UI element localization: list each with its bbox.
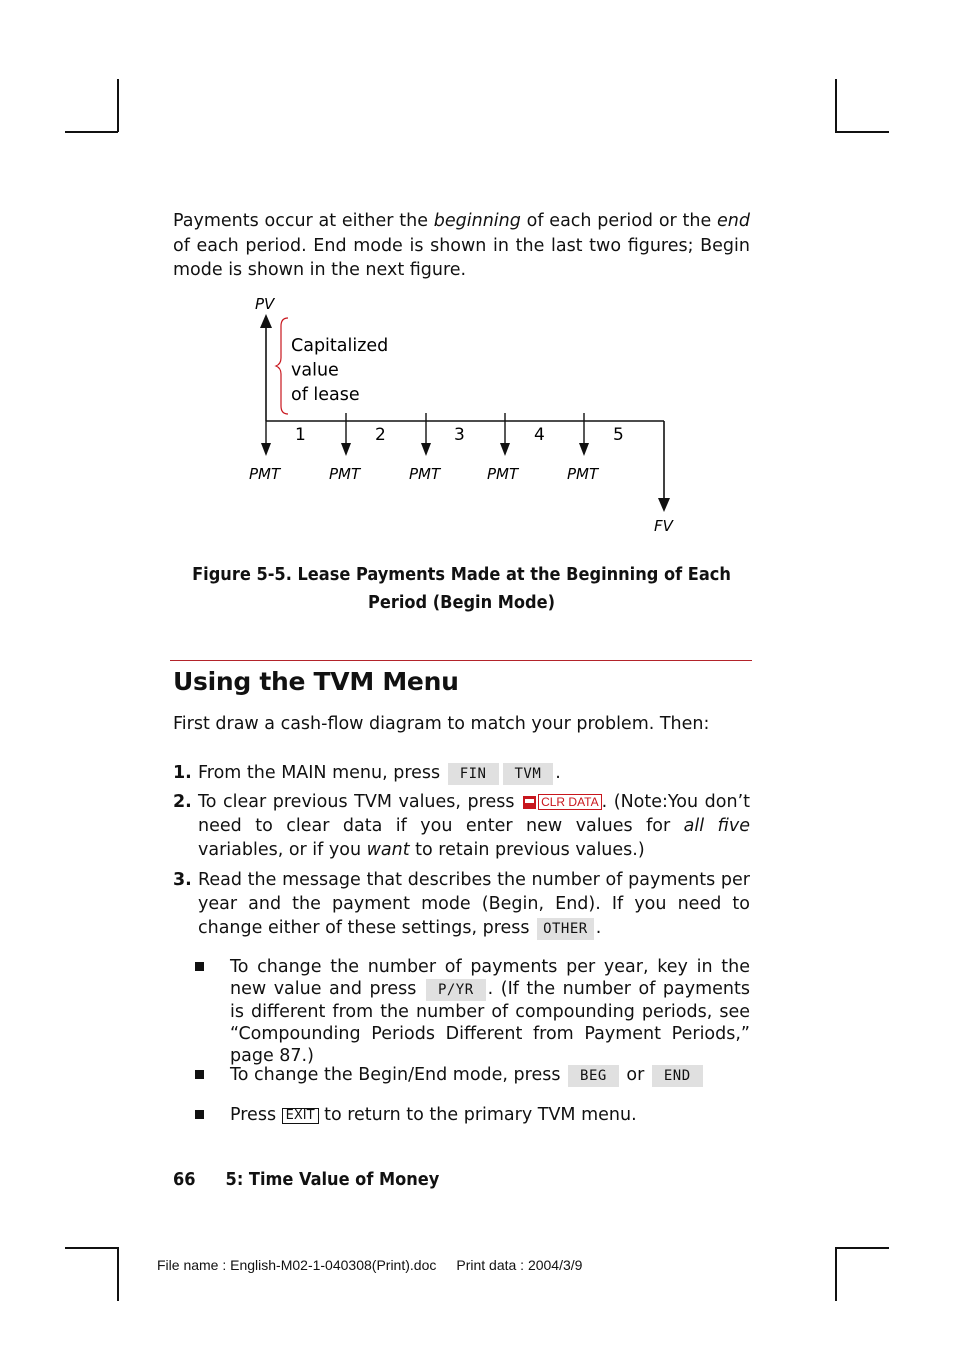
tvm-softkey[interactable]: TVM bbox=[503, 763, 554, 785]
clr-data-key[interactable]: CLR DATA bbox=[538, 794, 602, 810]
step-body: Read the message that describes the number of payments per year and the payment mode (Begin, End). If you need to change either of these settings, press OTHER . bbox=[198, 870, 750, 938]
crop-mark bbox=[65, 131, 118, 133]
p-yr-softkey[interactable]: P/YR bbox=[426, 979, 486, 1001]
period-number: 3 bbox=[454, 425, 465, 445]
step-number: 2. bbox=[173, 792, 192, 812]
pmt-label: PMT bbox=[249, 465, 281, 483]
period-number: 5 bbox=[613, 425, 624, 445]
period-number: 2 bbox=[375, 425, 386, 445]
section-intro: First draw a cash-flow diagram to match your problem. Then: bbox=[173, 714, 710, 734]
pmt-arrowhead bbox=[261, 443, 271, 456]
fv-arrowhead bbox=[658, 498, 670, 512]
step-body: From the MAIN menu, press FIN TVM . bbox=[198, 763, 561, 783]
beg-softkey[interactable]: BEG bbox=[568, 1065, 619, 1087]
step-3 bbox=[173, 868, 750, 940]
exit-key[interactable]: EXIT bbox=[282, 1108, 319, 1124]
step-number: 1. bbox=[173, 763, 192, 783]
pmt-arrowhead bbox=[579, 443, 589, 456]
pmt-arrowhead bbox=[500, 443, 510, 456]
bullet-item bbox=[195, 1104, 750, 1126]
cash-flow-diagram bbox=[240, 290, 690, 545]
capitalized-label bbox=[291, 336, 394, 405]
crop-mark bbox=[835, 1247, 837, 1301]
capitalized-line: value bbox=[291, 360, 339, 381]
bullet-square-icon bbox=[195, 1110, 204, 1119]
section-rule bbox=[170, 660, 752, 661]
crop-mark bbox=[117, 1247, 119, 1301]
crop-mark bbox=[65, 1247, 118, 1249]
end-softkey[interactable]: END bbox=[652, 1065, 703, 1087]
page-number: 66 bbox=[173, 1169, 196, 1190]
crop-mark bbox=[835, 131, 889, 133]
file-name: File name : English-M02-1-040308(Print).doc bbox=[157, 1257, 437, 1273]
pmt-label: PMT bbox=[329, 465, 361, 483]
pmt-label: PMT bbox=[487, 465, 519, 483]
intro-paragraph: Payments occur at either the beginning of each period or the end of each period. End mode is shown in the last two figures; Begin mode is shown in the next figure. bbox=[173, 211, 750, 280]
period-number: 4 bbox=[534, 425, 545, 445]
page-footer bbox=[173, 1169, 439, 1190]
crop-mark bbox=[835, 1247, 889, 1249]
bullet-square-icon bbox=[195, 962, 204, 971]
bullet-body: To change the number of payments per year, key in the new value and press P/YR . (If the number of payments is different from the number of compounding periods, see “Compounding Periods Different from Payment Periods,” page 87.) bbox=[230, 957, 750, 1066]
bullet-body: To change the Begin/End mode, press BEG or END bbox=[230, 1064, 750, 1087]
figure-caption bbox=[173, 561, 750, 617]
step-body: To clear previous TVM values, press CLR DATA . (Note:You don’t need to clear data if you enter new values for all five variables, or if you want to retain previous values.) bbox=[198, 792, 750, 860]
section-heading: Using the TVM Menu bbox=[173, 667, 459, 696]
bullet-item bbox=[195, 956, 750, 1067]
capitalized-brace bbox=[276, 318, 288, 414]
capitalized-line: Capitalized bbox=[291, 336, 389, 356]
other-softkey[interactable]: OTHER bbox=[537, 918, 594, 940]
bullet-square-icon bbox=[195, 1070, 204, 1079]
fin-softkey[interactable]: FIN bbox=[448, 763, 499, 785]
capitalized-line: of lease bbox=[291, 385, 360, 405]
shift-key-icon[interactable] bbox=[523, 796, 536, 809]
crop-mark bbox=[117, 79, 119, 132]
bullet-item bbox=[195, 1064, 750, 1087]
figure-caption-line: Figure 5-5. Lease Payments Made at the Beginning of Each bbox=[192, 564, 731, 585]
print-info bbox=[157, 1257, 582, 1273]
pmt-label: PMT bbox=[567, 465, 599, 483]
chapter-title: 5: Time Value of Money bbox=[225, 1169, 440, 1190]
crop-mark bbox=[835, 79, 837, 132]
pv-label: PV bbox=[255, 295, 275, 313]
pmt-arrowhead bbox=[341, 443, 351, 456]
step-number: 3. bbox=[173, 870, 192, 890]
step-2 bbox=[173, 790, 750, 862]
pmt-label: PMT bbox=[409, 465, 441, 483]
figure-caption-line: Period (Begin Mode) bbox=[368, 592, 555, 613]
pmt-arrowhead bbox=[421, 443, 431, 456]
step-1 bbox=[173, 761, 750, 785]
print-date: Print data : 2004/3/9 bbox=[456, 1257, 583, 1273]
period-number: 1 bbox=[295, 425, 306, 445]
bullet-body: Press EXIT to return to the primary TVM menu. bbox=[230, 1105, 637, 1125]
fv-label: FV bbox=[654, 517, 673, 535]
pv-arrowhead bbox=[260, 314, 272, 328]
